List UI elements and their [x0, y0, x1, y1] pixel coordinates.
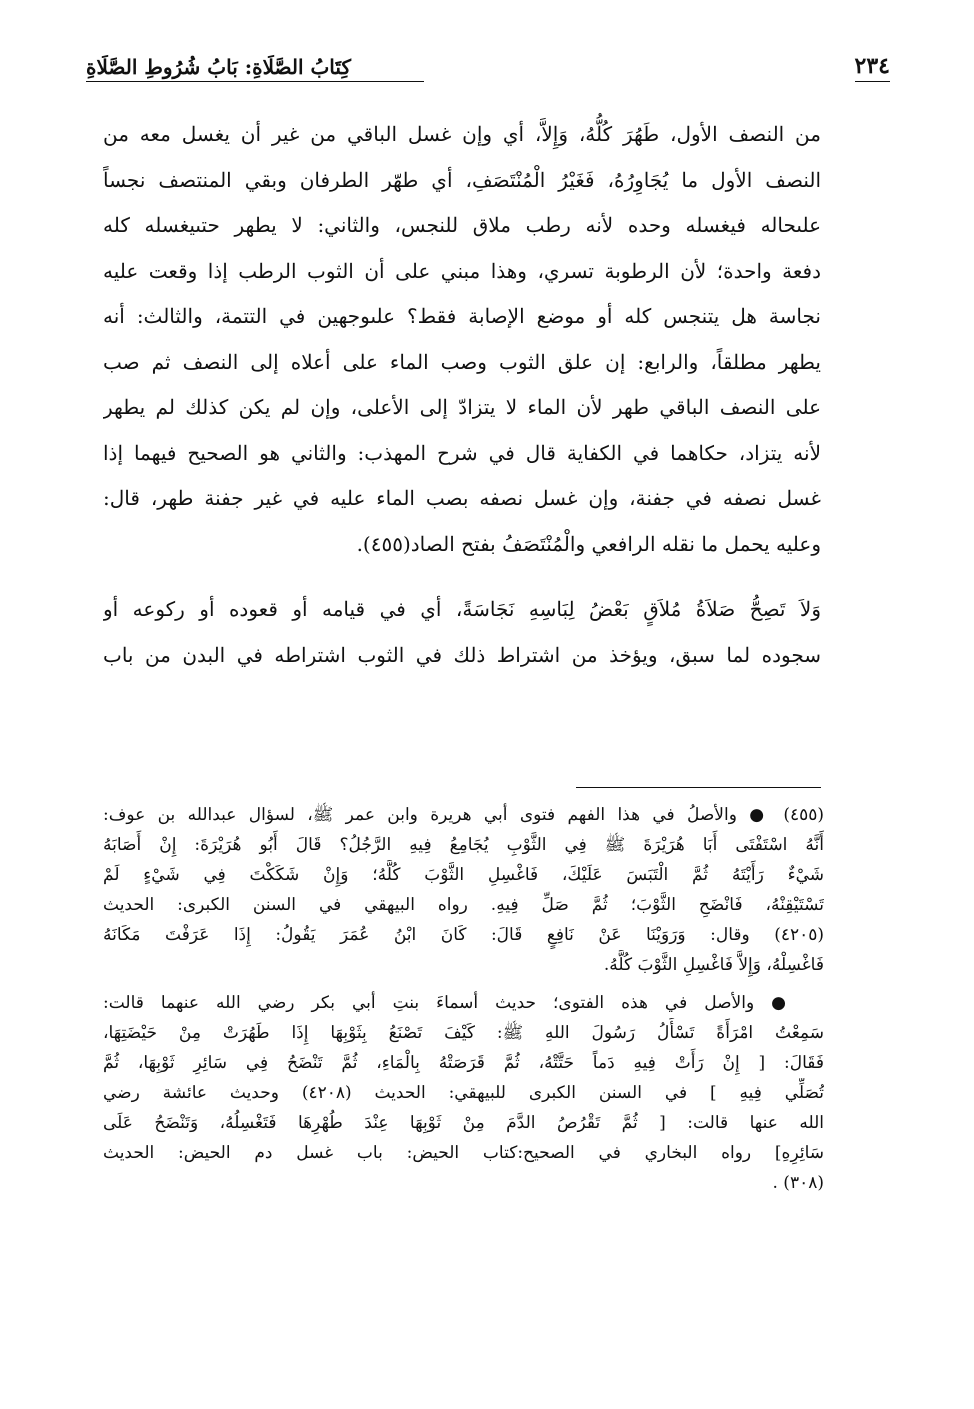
footnote-line: ● والأصل في هذه الفتوى؛ حديث أسماءَ بنتِ أبي بكر رضي الله عنهما قالت: [103, 993, 786, 1013]
footnote-line: الله عنها قالت: [ ثُمَّ تَقْرُصُ الدَّمَ مِنْ ثَوْبِهَا عِنْدَ طُهْرِهَا فَتَغْسِلُهُ، وَتَنْضَحُ عَلَى [103, 1113, 824, 1133]
text-line: سجوده لما سبق، ويؤخذ من اشتراط ذلك في الثوب اشتراطه في البدن من باب [103, 642, 821, 667]
text-line: علىحاله فيغسله وحده لأنه رطب ملاق للنجس، والثاني: لا يطهر حتىيغسله كله [103, 213, 821, 237]
page-number: ٢٣٤ [855, 53, 890, 82]
text-line: لأنه يتزاد، حكاهما في الكفاية قال في شرح المهذب: والثاني هو الصحيح فيهما إذا [103, 440, 821, 465]
footnote-line: شَيْءٌ رَأَيْتَهُ ثُمَّ الْتَبَسَ عَلَيْكَ، فَاغْسِلِ الثَّوْبَ كُلَّهُ؛ وَإِنْ شَكَكْتَ فِي شَيْءٍ لَمْ [103, 865, 824, 885]
text-line: غسل نصفه في جفنة، وإن غسل نصفه بصب الماء عليه في غير جفنة طهر، قال: [103, 486, 821, 510]
footnote-line: فَاغْسِلْهُ، وَإِلاَّ فَاغْسِلِ الثَّوْبَ كُلَّهُ. [603, 955, 824, 975]
text-line: وعليه يحمل ما نقله الرافعي والْمُنْتَصَفُ بفتح الصاد(٤٥٥). [356, 531, 821, 556]
footnote-line: فَقَالَ: [ إِنْ رَأَتْ فِيهِ دَماً حَتَّتْهُ، ثُمَّ قَرَصَتْهُ بِالْمَاءِ، ثُمَّ تَنْضَحُ فِي سَائِرِ ثَوْبِهَا، ثُمَّ [103, 1053, 824, 1073]
text-line: من النصف الأول، طَهُرَ كُلُّهُ، وَإِلاَّ، أي وإن غسل الباقي من غير أن يغسل معه من [103, 122, 821, 146]
footnote-line: (٤٢٠٥) وقال: وَرَوَيْنَا عَنْ نَافِعٍ قَالَ: كَانَ ابْنُ عُمَرَ يَقُولُ: إِذَا عَرَفْتَ مَكَانَهُ [103, 925, 824, 945]
footnotes [103, 800, 824, 1198]
footnote-line: (٤٥٥) ● والأصلُ في هذا الفهم فتوى أبي هريرة وابن عمر ﷺ، لسؤال عبدالله بن عوف: [103, 805, 824, 825]
paragraph-gap [103, 567, 821, 587]
footnote-line: تَسْتَيْقِنْهُ، فَانْضَحِ الثَّوْبَ؛ ثُمَّ صَلِّ فِيهِ. رواه البيهقي في السنن الكبرى: الحديث [103, 895, 824, 915]
footnote-gap [103, 980, 824, 988]
footnote-divider [576, 787, 821, 788]
running-title: كِتَابُ الصَّلَاةِ: بَابُ شُرُوطِ الصَّلَاةِ [86, 55, 351, 82]
footnote-line: أَنَّهُ اسْتَفْتَى أَبَا هُرَيْرَةَ ﷺ فِي الثَّوْبِ يُجَامِعُ فِيهِ الرَّجُلُ؟ قَالَ أَبُو هُرَيْرَةَ: إِنْ أَصَابَهُ [103, 835, 824, 855]
main-text [103, 112, 821, 678]
footnote-line: سَمِعْتُ امْرَأَةً تَسْأَلُ رَسُولَ اللهِ ﷺ: كَيْفَ تَصْنَعُ بِثَوْبِهَا إِذَا طَهُرَتْ مِنْ حَيْضَتِهَا، [103, 1023, 824, 1043]
text-line: يطهر مطلقاً، والرابع: إن علق الثوب وصب الماء على أعلاه إلى النصف ثم صب [103, 349, 821, 374]
running-header [86, 53, 890, 86]
footnote-line: سَائِرِهِ] رواه البخاري في الصحيح:كتاب الحيض: باب غسل دم الحيض: الحديث [103, 1143, 824, 1163]
text-line: دفعة واحدة؛ لأن الرطوبة تسري، وهذا مبني على أن الثوب الرطب إذا وقعت عليه [103, 258, 821, 283]
text-line: على النصف الباقي طهر لأن الماء لا يتزادّ إلى الأعلى، وإن لم يكن كذلك لم يطهر [103, 395, 821, 419]
text-line: نجاسة هل يتنجس كله أو موضع الإصابة فقط؟ علىوجهين في التتمة، والثالث: أنه [103, 304, 821, 328]
footnote-line: تُصَلِّي فِيهِ ] في السنن الكبرى للبيهقي: الحديث (٤٢٠٨) وحديث عائشة رضي [103, 1083, 824, 1103]
footnote-line: (٣٠٨) . [772, 1173, 824, 1193]
text-line: النصف الأول ما يُجَاوِرُهُ، فَغَيْرُ الْمُنْتَصَفِ، أي طهّر الطرفان وبقي المنتصف نجساً [103, 167, 821, 192]
text-line: وَلاَ تَصِحُّ صَلاَةُ مُلاَقٍ بَعْضُ لِبَاسِهِ نَجَاسَةً، أي في قيامه أو قعوده أو ركوعه أو [103, 597, 821, 621]
